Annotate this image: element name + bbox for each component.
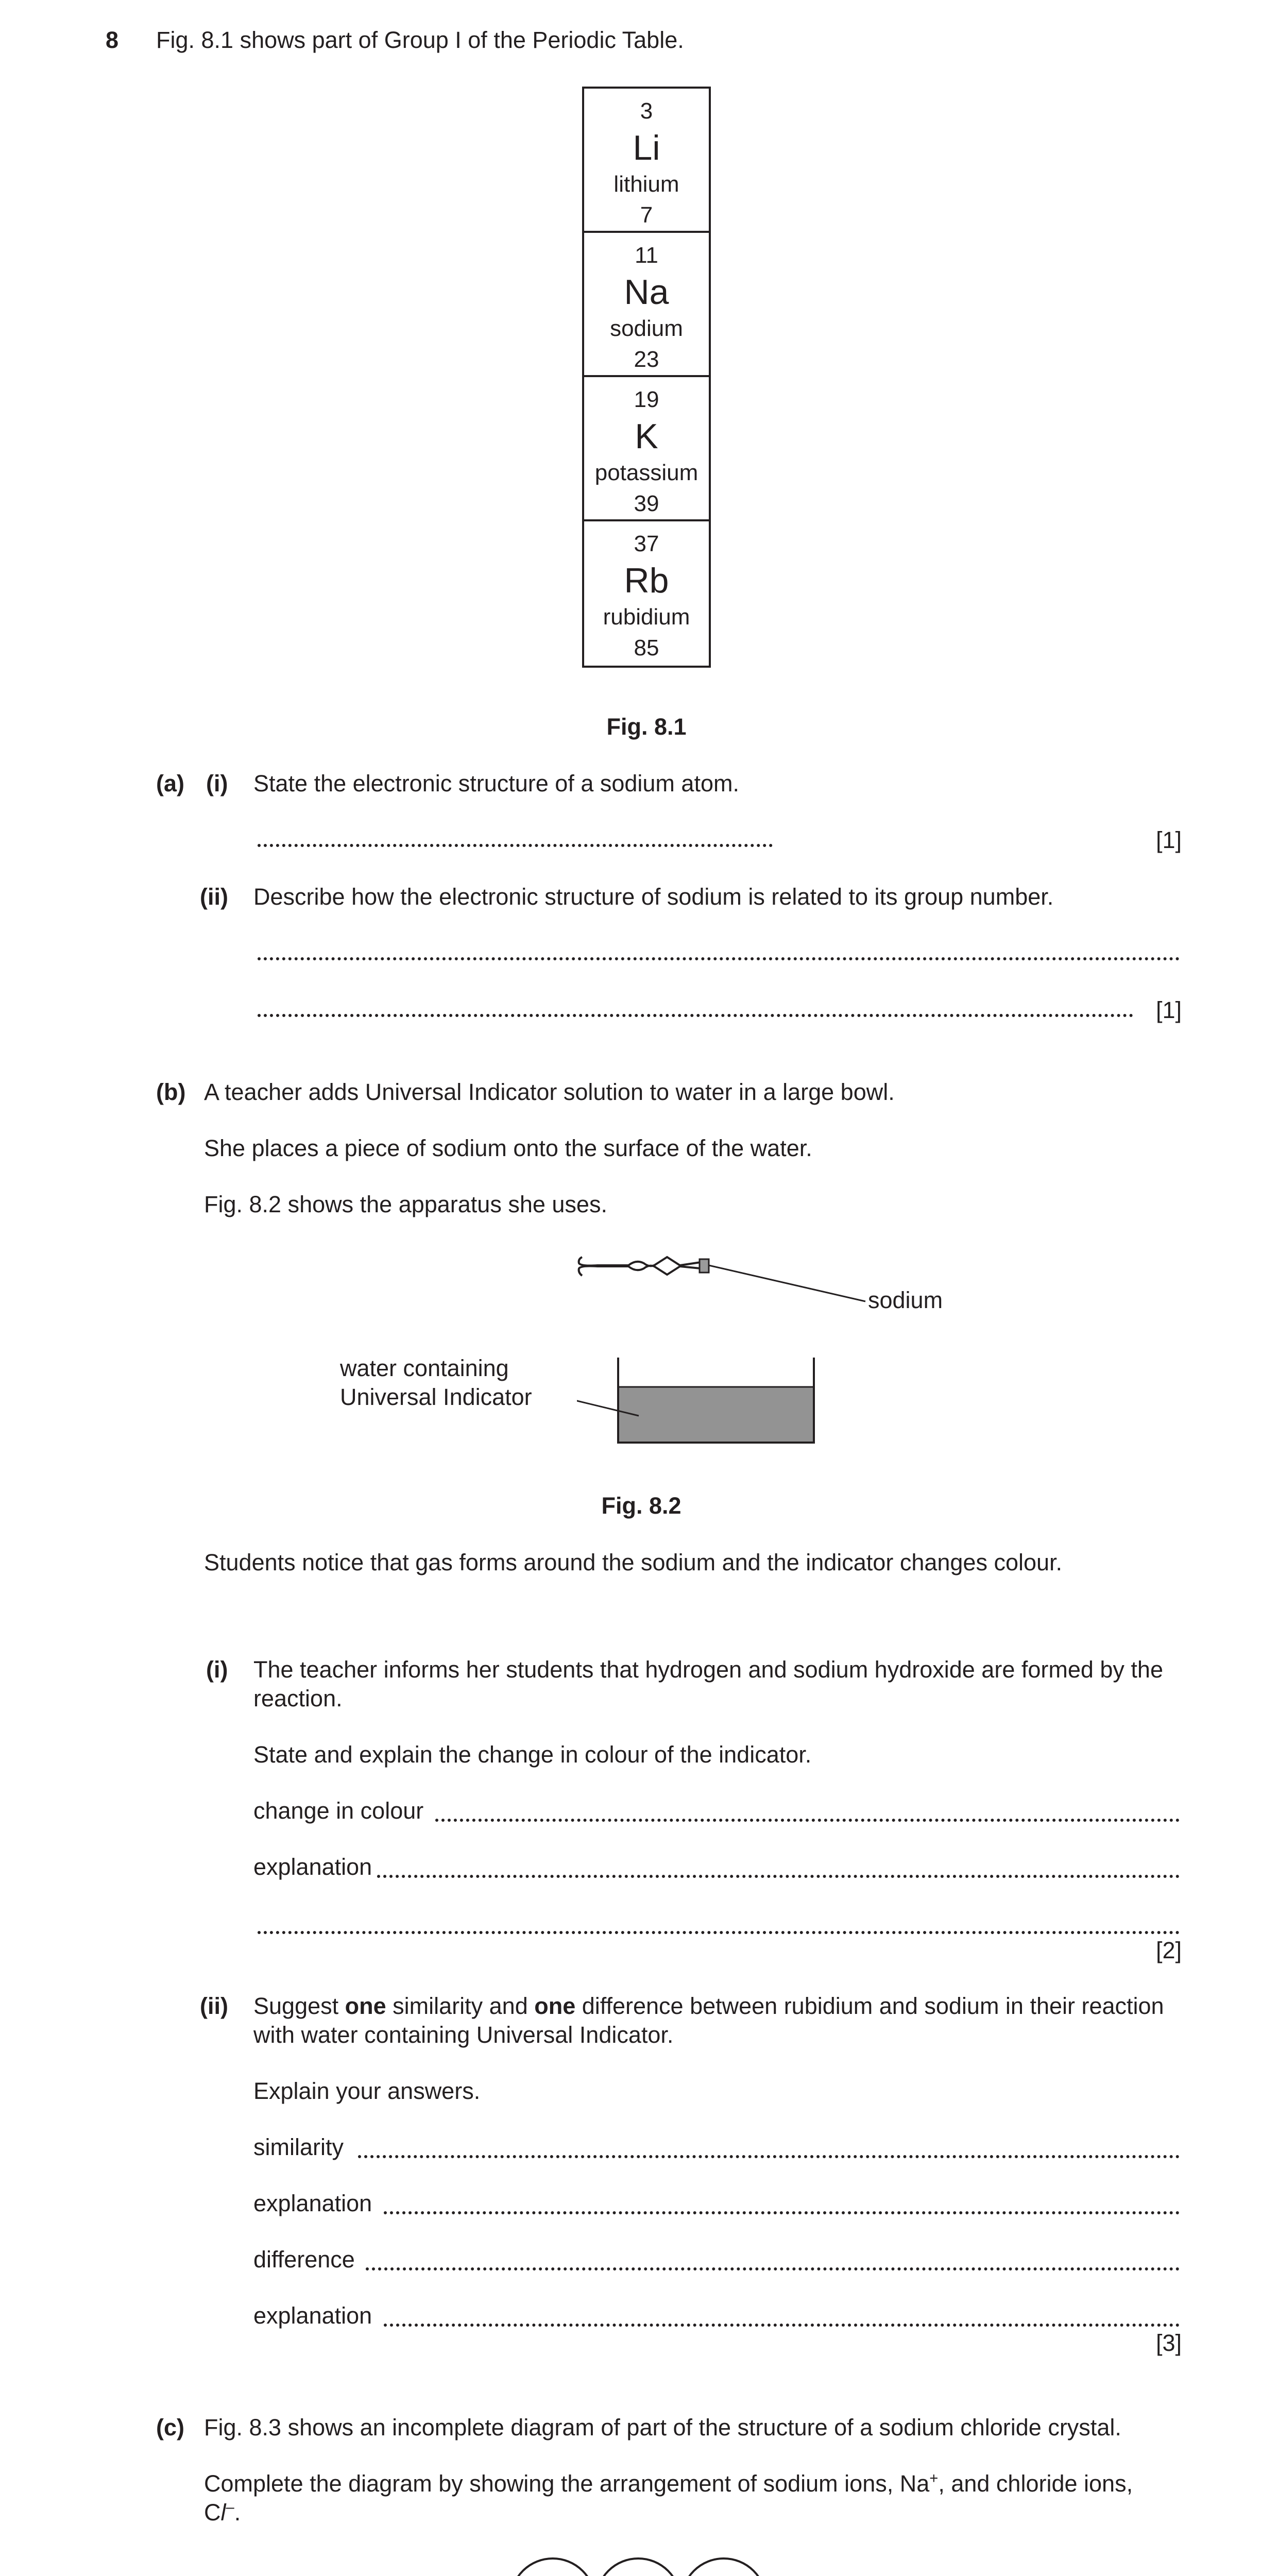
text-run: similarity and	[386, 1993, 535, 2019]
answer-line-explanation-b-ii-1[interactable]	[384, 2211, 1180, 2214]
part-c-paragraph-3	[204, 2499, 241, 2526]
text-run: .	[234, 2499, 241, 2526]
element-name: sodium	[610, 316, 683, 341]
part-c-label: (c)	[156, 2414, 184, 2441]
part-b-ii-label: (ii)	[200, 1993, 228, 2019]
part-b-ii-text-2: with water containing Universal Indicator.	[253, 2022, 674, 2048]
answer-line-explanation-b-ii-2[interactable]	[384, 2324, 1180, 2327]
answer-line-similarity[interactable]	[358, 2155, 1180, 2158]
proton-number: 3	[640, 98, 653, 124]
superscript: –	[226, 2499, 234, 2516]
ion-grid-diagram	[507, 2555, 771, 2576]
part-c-paragraph-2	[204, 2470, 1133, 2497]
periodic-table-group-1	[582, 87, 711, 668]
label-water-line-1: water containing	[340, 1355, 509, 1381]
answer-line-a-ii-2[interactable]	[258, 1014, 1133, 1017]
similarity-label: similarity	[253, 2134, 344, 2160]
text-run: Suggest	[253, 1993, 345, 2019]
question-number: 8	[106, 27, 119, 53]
part-b-i-text-2: reaction.	[253, 1685, 343, 1711]
relative-mass: 39	[634, 491, 659, 516]
superscript: +	[929, 2470, 939, 2487]
element-symbol: Li	[633, 128, 660, 167]
part-a-ii-text: Describe how the electronic structure of sodium is related to its group number.	[253, 884, 1054, 910]
apparatus-diagram	[577, 1252, 876, 1468]
text-run: Complete the diagram by showing the arrangement of sodium ions, Na	[204, 2470, 930, 2497]
element-cell-sodium	[584, 233, 709, 377]
label-water-line-2: Universal Indicator	[340, 1384, 532, 1410]
explanation-label-b-i: explanation	[253, 1854, 372, 1880]
part-b-paragraph-1: A teacher adds Universal Indicator solution to water in a large bowl.	[204, 1079, 895, 1105]
explanation-label-b-ii-2: explanation	[253, 2302, 372, 2329]
part-b-i-task: State and explain the change in colour of the indicator.	[253, 1741, 812, 1768]
difference-label: difference	[253, 2246, 355, 2273]
text-run: C	[204, 2499, 221, 2526]
relative-mass: 23	[634, 347, 659, 372]
element-name: rubidium	[603, 604, 690, 630]
part-a-i-text: State the electronic structure of a sodium atom.	[253, 770, 739, 796]
part-b-label: (b)	[156, 1079, 186, 1105]
emphasis-one: one	[345, 1993, 386, 2019]
mark-b-ii: [3]	[1155, 2330, 1182, 2356]
ion-circle[interactable]	[681, 2558, 766, 2576]
relative-mass: 7	[640, 202, 653, 228]
element-name: lithium	[614, 172, 679, 197]
ion-circle[interactable]	[510, 2558, 595, 2576]
mark-a-ii: [1]	[1155, 997, 1182, 1023]
part-b-i-text-1: The teacher informs her students that hydrogen and sodium hydroxide are formed by the	[253, 1656, 1163, 1683]
element-name: potassium	[594, 460, 698, 485]
part-a-i-label: (i)	[206, 770, 228, 796]
mark-b-i: [2]	[1155, 1937, 1182, 1963]
text-run: difference between rubidium and sodium in their reaction	[575, 1993, 1164, 2019]
element-symbol: Na	[624, 273, 669, 312]
sodium-piece	[700, 1259, 709, 1273]
answer-line-difference[interactable]	[366, 2267, 1180, 2270]
explanation-label-b-ii-1: explanation	[253, 2190, 372, 2216]
text-run: , and chloride ions,	[938, 2470, 1133, 2497]
element-cell-lithium	[584, 89, 709, 233]
element-symbol: K	[635, 417, 658, 456]
bowl	[618, 1358, 814, 1443]
answer-line-explanation-b-i-1[interactable]	[377, 1875, 1180, 1878]
label-sodium: sodium	[868, 1287, 943, 1313]
tongs-icon	[579, 1257, 701, 1276]
part-b-paragraph-2: She places a piece of sodium onto the surface of the water.	[204, 1135, 812, 1161]
element-cell-rubidium	[584, 521, 709, 666]
part-b-ii-task: Explain your answers.	[253, 2078, 481, 2104]
emphasis-one: one	[534, 1993, 576, 2019]
mark-a-i: [1]	[1155, 827, 1182, 853]
answer-line-a-ii-1[interactable]	[258, 957, 1180, 960]
part-b-i-label: (i)	[206, 1656, 228, 1683]
part-c-paragraph-1: Fig. 8.3 shows an incomplete diagram of part of the structure of a sodium chloride crystal.	[204, 2414, 1121, 2441]
sodium-label-line	[709, 1265, 865, 1301]
answer-line-a-i[interactable]	[258, 844, 773, 847]
part-a-ii-label: (ii)	[200, 884, 228, 910]
fig-8-2-caption: Fig. 8.2	[601, 1493, 681, 1519]
proton-number: 37	[634, 531, 659, 556]
relative-mass: 85	[634, 635, 659, 660]
part-a-label: (a)	[156, 770, 184, 796]
observation-text: Students notice that gas forms around the sodium and the indicator changes colour.	[204, 1549, 1063, 1575]
part-b-ii-text-1	[253, 1993, 1164, 2020]
italic-l: l	[220, 2499, 226, 2526]
answer-line-colour-change[interactable]	[435, 1819, 1180, 1822]
proton-number: 19	[634, 387, 659, 412]
part-b-paragraph-3: Fig. 8.2 shows the apparatus she uses.	[204, 1191, 607, 1217]
ion-circle[interactable]	[596, 2558, 680, 2576]
proton-number: 11	[635, 243, 658, 268]
question-intro: Fig. 8.1 shows part of Group I of the Periodic Table.	[156, 27, 684, 53]
answer-line-explanation-b-i-2[interactable]	[258, 1931, 1180, 1934]
change-in-colour-label: change in colour	[253, 1798, 424, 1824]
fig-8-1-caption: Fig. 8.1	[606, 714, 687, 740]
element-cell-potassium	[584, 377, 709, 521]
element-symbol: Rb	[624, 561, 669, 600]
